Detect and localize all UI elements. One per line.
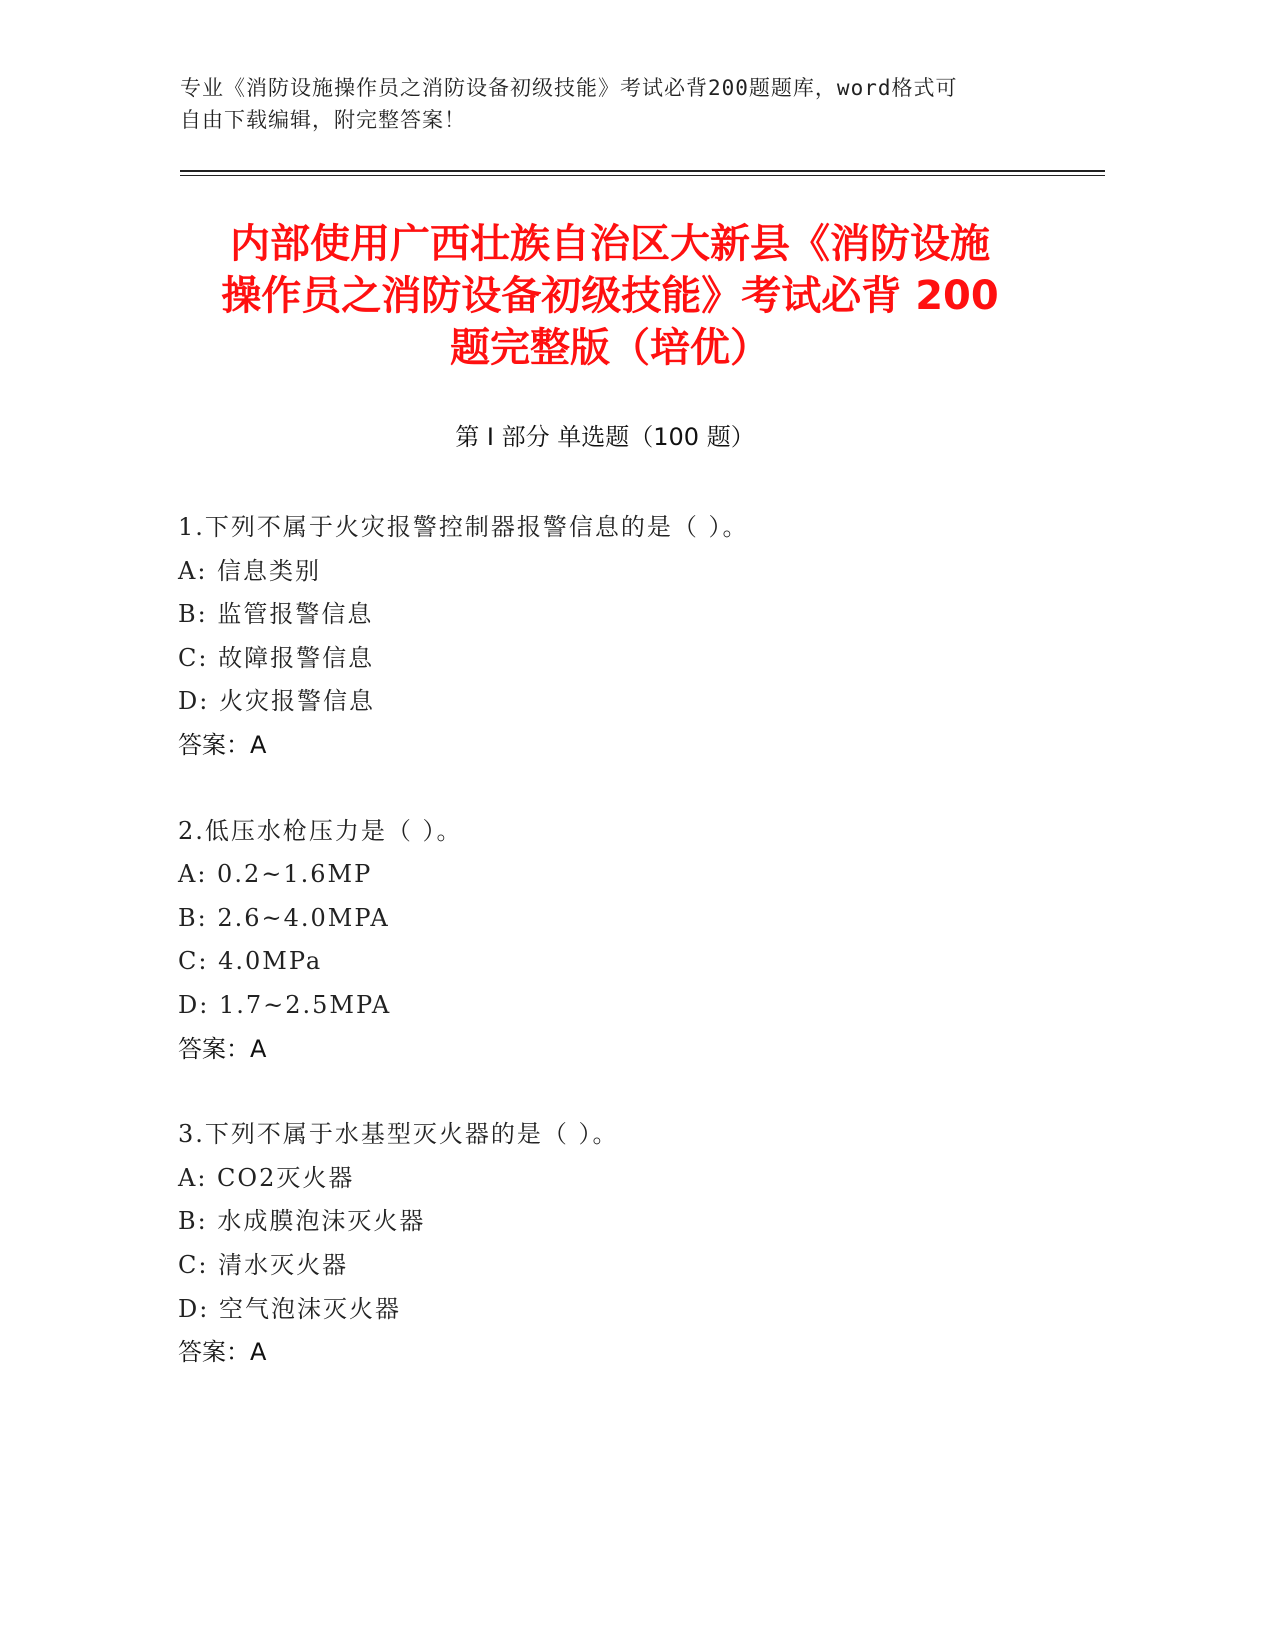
section-heading: 第 I 部分 单选题（100 题） bbox=[455, 423, 755, 451]
option-a: A: CO2灭火器 bbox=[178, 1163, 355, 1192]
question-stem: 3.下列不属于水基型灭火器的是（ ）。 bbox=[178, 1120, 619, 1149]
option-a: A: 0.2~1.6MP bbox=[178, 860, 373, 889]
header-divider-thin bbox=[180, 175, 1105, 176]
option-a: A: 信息类别 bbox=[178, 556, 322, 585]
option-c: C: 清水灭火器 bbox=[178, 1250, 349, 1279]
question-stem: 1.下列不属于火灾报警控制器报警信息的是（ ）。 bbox=[178, 513, 749, 541]
question-stem: 2.低压水枪压力是（ ）。 bbox=[178, 816, 463, 845]
option-c: C: 4.0MPa bbox=[178, 947, 323, 976]
option-d: D: 1.7~2.5MPA bbox=[178, 990, 392, 1019]
header-divider bbox=[180, 170, 1105, 172]
option-b: B: 2.6~4.0MPA bbox=[178, 903, 390, 932]
intro-line: 自由下载编辑，附完整答案！ bbox=[180, 108, 466, 132]
option-d: D: 空气泡沫灭火器 bbox=[178, 1294, 401, 1323]
question-list bbox=[178, 506, 1078, 1417]
option-b: B: 监管报警信息 bbox=[178, 600, 374, 629]
answer-line: 答案：A bbox=[178, 1338, 267, 1367]
option-b: B: 水成膜泡沫灭火器 bbox=[178, 1207, 426, 1236]
question-item bbox=[178, 506, 1078, 768]
title-line: 操作员之消防设备初级技能》考试必背 200 bbox=[221, 273, 999, 319]
title-line: 内部使用广西壮族自治区大新县《消防设施 bbox=[230, 221, 990, 267]
question-item bbox=[178, 810, 1078, 1072]
option-d: D: 火灾报警信息 bbox=[178, 687, 375, 716]
title-line: 题完整版（培优） bbox=[450, 325, 770, 371]
option-c: C: 故障报警信息 bbox=[178, 643, 375, 672]
document-title bbox=[150, 218, 1070, 374]
intro-line: 专业《消防设施操作员之消防设备初级技能》考试必背200题题库，word格式可 bbox=[180, 76, 958, 100]
intro-paragraph bbox=[180, 72, 1040, 136]
answer-line: 答案：A bbox=[178, 730, 267, 759]
answer-line: 答案：A bbox=[178, 1034, 267, 1063]
question-item bbox=[178, 1113, 1078, 1375]
